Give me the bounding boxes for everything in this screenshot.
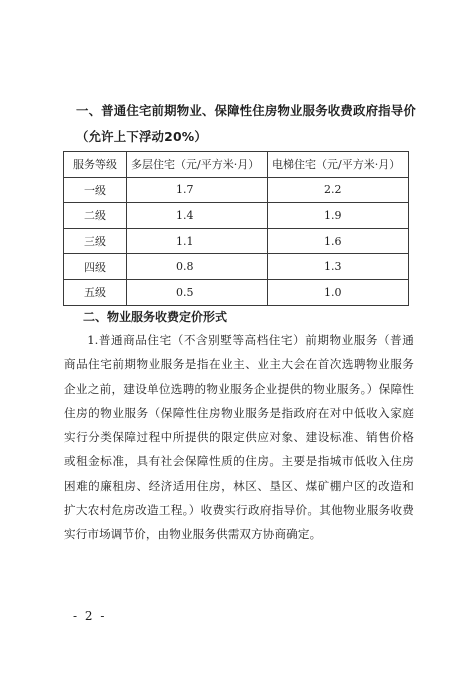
table-row — [64, 254, 409, 280]
section-heading-1: 一、普通住宅前期物业、保障性住房物业服务收费政府指导价（允许上下浮动20%） — [76, 103, 416, 144]
body-paragraph: 1.普通商品住宅（不含别墅等高档住宅）前期物业服务（普通商品住宅前期物业服务是指在业主、业主大会在首次选聘物业服务企业之前，建设单位选聘的物业服务企业提供的物业服务。）保障性住房的物业服务（保障性住房物业服务是指政府在对中低收入家庭实行分类保障过程中所提供的限定供应对象、建设标准、销售价格或租金标准，具有社会保障性质的住房。主要是指城市低收入住房困难的廉租房、经济适用住房，林区、垦区、煤矿棚户区的改造和扩大农村危房改造工程。）收费实行政府指导价。其他物业服务收费实行市场调节价，由物业服务供需双方协商确定。 — [64, 333, 414, 542]
section-heading-2: 二、物业服务收费定价形式 — [83, 310, 228, 324]
cell-level: 五级 — [64, 279, 127, 305]
header-multistory: 多层住宅（元/平方米·月） — [127, 152, 268, 178]
cell-elevator-price: 1.6 — [268, 228, 409, 254]
cell-level: 二级 — [64, 203, 127, 229]
cell-elevator-price: 1.0 — [268, 279, 409, 305]
cell-level: 四级 — [64, 254, 127, 280]
cell-level: 一级 — [64, 177, 127, 203]
table-row — [64, 177, 409, 203]
page-number: - 2 - — [73, 609, 107, 623]
cell-multistory-price: 0.5 — [127, 279, 268, 305]
cell-multistory-price: 1.1 — [127, 228, 268, 254]
table-header-row — [64, 152, 409, 178]
cell-level: 三级 — [64, 228, 127, 254]
table-row — [64, 203, 409, 229]
cell-multistory-price: 0.8 — [127, 254, 268, 280]
header-service-level: 服务等级 — [64, 152, 127, 178]
cell-elevator-price: 2.2 — [268, 177, 409, 203]
cell-elevator-price: 1.9 — [268, 203, 409, 229]
price-table — [63, 151, 409, 306]
table-row — [64, 228, 409, 254]
cell-multistory-price: 1.4 — [127, 203, 268, 229]
cell-elevator-price: 1.3 — [268, 254, 409, 280]
header-elevator: 电梯住宅（元/平方米·月） — [268, 152, 409, 178]
cell-multistory-price: 1.7 — [127, 177, 268, 203]
table-row — [64, 279, 409, 305]
